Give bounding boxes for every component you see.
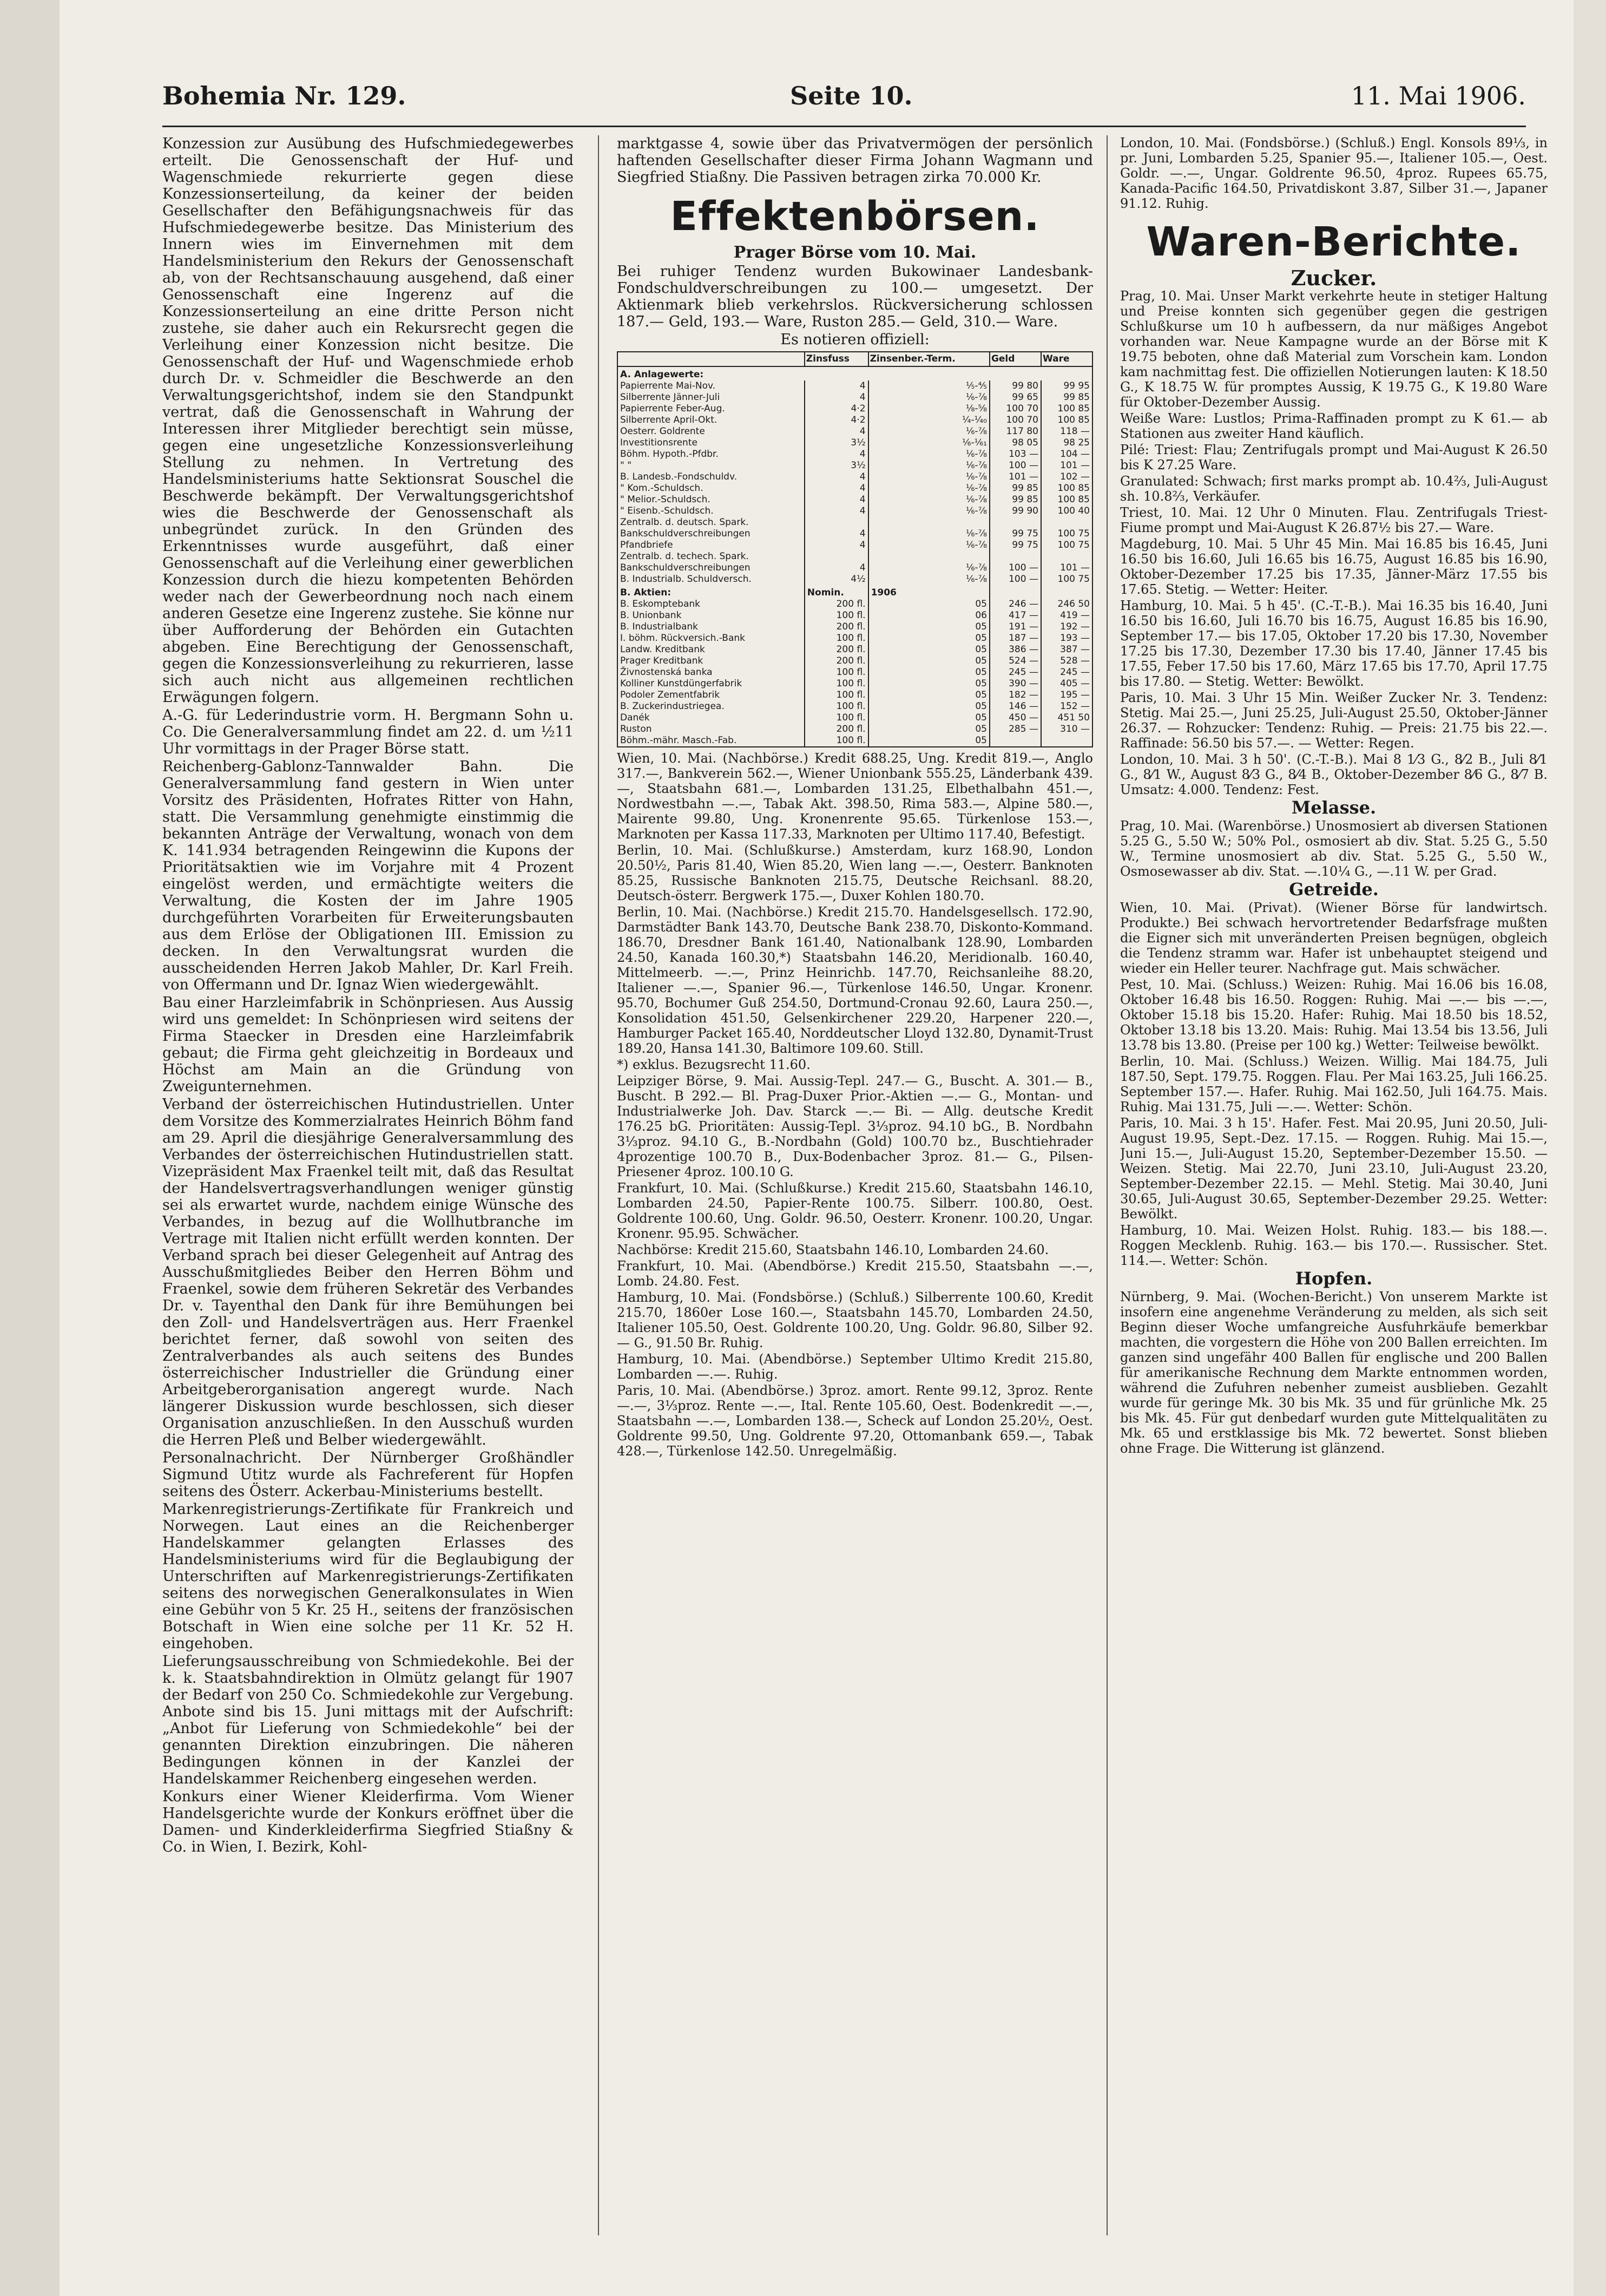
column-divider <box>1107 135 1108 2235</box>
article-paragraph: Berlin, 10. Mai. (Schluss.) Weizen. Willig. Mai 184.75, Juli 187.50, Sept. 179.75. Roggen. Flau. Per Mai 163.25, Juli 166.25. September 157.—. Hafer. Ruhig. Mai 162.50, Juli 164.75. Mais. Ruhig. Mai 131.75, Juli —.—. Wetter: Schön. <box>1120 1054 1548 1114</box>
column-left <box>162 135 574 2246</box>
header-rule <box>162 126 1526 127</box>
table-cell: 05 <box>868 599 990 610</box>
table-cell: 99 75 <box>990 540 1041 551</box>
table-cell: 05 <box>868 655 990 667</box>
table-cell: ⅙-⅞ <box>868 540 990 551</box>
table-cell: B. Unionbank <box>617 610 805 621</box>
table-cell: 191 — <box>990 621 1041 633</box>
table-cell: 4 <box>805 392 868 403</box>
table-row <box>617 449 1092 460</box>
table-cell <box>868 517 990 528</box>
table-header: Zinsfuss <box>805 352 868 366</box>
table-cell: 100 fl. <box>805 701 868 712</box>
table-cell: 100 fl. <box>805 712 868 724</box>
article-paragraph: Prag, 10. Mai. (Warenbörse.) Unosmosiert ab diversen Stationen 5.25 G., 5.50 W.; 50% Pol., osmosiert ab div. Stat. 5.25 G., 5.50 W., Termine unosmosiert ab div. Stat. 5.25 G., 5.50 W., Osmosewasser ab div. Stat. —.10¼ G., —.11 W. per Grad. <box>1120 818 1548 879</box>
article-paragraph: Bei ruhiger Tendenz wurden Bukowinaer Landesbank-Fondschuldverschreibungen zu 100.— umgesetzt. Der Aktienmark blieb verkehrslos. Rückversicherung schlossen 187.— Geld, 193.— Ware, Ruston 285.— Geld, 310.— Ware. <box>617 263 1093 330</box>
table-cell: ⅙-⅞ <box>868 494 990 506</box>
table-cell: ⅙-⅙₁ <box>868 437 990 449</box>
article-paragraph: A.-G. für Lederindustrie vorm. H. Bergmann Sohn u. Co. Die Generalversammlung findet am 22. d. um ½11 Uhr vormittags in der Prager Börse statt. <box>162 707 574 757</box>
table-row <box>617 471 1092 483</box>
table-cell: 05 <box>868 621 990 633</box>
table-cell: 104 — <box>1041 449 1092 460</box>
table-cell: 99 65 <box>990 392 1041 403</box>
table-cell: 200 fl. <box>805 644 868 655</box>
table-cell: B. Industrialb. Schuldversch. <box>617 574 805 585</box>
table-cell: " Kom.-Schuldsch. <box>617 483 805 494</box>
article-paragraph: Bau einer Harzleimfabrik in Schönpriesen. Aus Aussig wird uns gemeldet: In Schönpriesen wird seitens der Firma Staecker in Dresden eine Harzleimfabrik gebaut; die Firma geht gleichzeitig in Bordeaux und Höchst am Main an die Gründung von Zweigunternehmen. <box>162 994 574 1095</box>
table-cell: B. Landesb.-Fondschuldv. <box>617 471 805 483</box>
table-row <box>617 517 1092 528</box>
article-paragraph: Paris, 10. Mai. 3 Uhr 15 Min. Weißer Zucker Nr. 3. Tendenz: Stetig. Mai 25.—, Juni 25.25, Juli-August 25.50, Oktober-Jänner 26.37. — Rohzucker: Tendenz: Ruhig. — Preis: 21.75 bis 22.—. Raffinade: 56.50 bis 57.—. — Wetter: Regen. <box>1120 690 1548 751</box>
column-middle <box>617 135 1093 2246</box>
header-page-number: Seite 10. <box>790 81 913 110</box>
article-paragraph: Markenregistrierungs-Zertifikate für Frankreich und Norwegen. Laut eines an die Reichenberger Handelskammer gelangten Erlasses des Handelsministeriums wird für die Beglaubigung der Unterschriften auf Markenregistrierungs-Zertifikaten seitens des norwegischen Generalkonsulates in Wien eine Gebühr von 5 Kr. 25 H., seitens der französischen Botschaft in Wien eine solche per 11 Kr. 52 H. eingehoben. <box>162 1501 574 1652</box>
table-cell: 4·2 <box>805 415 868 426</box>
table-cell: 4 <box>805 471 868 483</box>
article-paragraph: Paris, 10. Mai. 3 h 15'. Hafer. Fest. Mai 20.95, Juni 20.50, Juli-August 19.95, Sept.-Dez. 17.15. — Roggen. Ruhig. Mai 15.—, Juni 15.—, Juli-August 15.20, September-Dezember 15.50. — Weizen. Stetig. Mai 22.70, Juni 23.10, Juli-August 23.20, September-Dezember 22.15. — Mehl. Stetig. Mai 30.40, Juni 30.65, Juli-August 30.65, September-Dezember 29.25. Wetter: Bewölkt. <box>1120 1116 1548 1222</box>
table-cell: 245 — <box>990 667 1041 678</box>
table-cell: " " <box>617 460 805 471</box>
table-header: Nomin. <box>805 585 868 599</box>
table-cell: 99 80 <box>990 381 1041 392</box>
table-row <box>617 735 1092 747</box>
table-cell: 4 <box>805 483 868 494</box>
table-cell: 100 85 <box>1041 415 1092 426</box>
table-section-label: B. Aktien: <box>617 585 805 599</box>
table-cell: " Eisenb.-Schuldsch. <box>617 506 805 517</box>
scan-right-margin <box>1574 0 1606 2296</box>
table-cell: 192 — <box>1041 621 1092 633</box>
table-cell: ⅙-⅞ <box>868 426 990 437</box>
article-paragraph: Wien, 10. Mai. (Privat). (Wiener Börse für landwirtsch. Produkte.) Bei schwach hervortretender Bedarfsfrage mußten die Eigner sich mit unveränderten Preisen begnügen, obgleich die Tendenz stramm war. Hafer ist unbehauptet steigend und wieder ein Heller teurer. Nachfrage gut. Mais schwächer. <box>1120 900 1548 976</box>
table-cell: I. böhm. Rückversich.-Bank <box>617 633 805 644</box>
table-cell: 05 <box>868 678 990 690</box>
table-cell: 100 85 <box>1041 403 1092 415</box>
table-row <box>617 551 1092 562</box>
table-cell: 193 — <box>1041 633 1092 644</box>
article-paragraph: Magdeburg, 10. Mai. 5 Uhr 45 Min. Mai 16.85 bis 16.45, Juni 16.50 bis 16.60, Juli 16.65 bis 16.75, August 16.85 bis 16.90, Oktober-Dezember 17.25 bis 17.35, Jänner-März 17.55 bis 17.65. Stetig. — Wetter: Heiter. <box>1120 536 1548 597</box>
table-cell: 100 70 <box>990 403 1041 415</box>
table-cell: 524 — <box>990 655 1041 667</box>
table-cell: 100 — <box>990 460 1041 471</box>
table-cell: 05 <box>868 712 990 724</box>
table-cell: Papierrente Mai-Nov. <box>617 381 805 392</box>
header-date: 11. Mai 1906. <box>1351 81 1526 110</box>
table-cell: Zentralb. d. deutsch. Spark. <box>617 517 805 528</box>
table-cell <box>1041 735 1092 747</box>
article-paragraph: Reichenberg-Gablonz-Tannwalder Bahn. Die Generalversammlung fand gestern in Wien unter Vorsitz des Präsidenten, Hofrates Ritter von Hahn, statt. Die Versammlung genehmigte einstimmig die bekannten Anträge der Verwaltung, wonach von dem K. 141.934 betragenden Reingewinn die Kupons der Prioritätsaktien wie im Vorjahre mit 4 Prozent eingelöst werden, und ermächtigte weiters die Verwaltung, die Kosten der im Jahre 1905 durchgeführten Vorarbeiten für Erweiterungsbauten aus dem Erlöse der Obligationen III. Emission zu decken. In den Verwaltungsrat wurden die ausscheidenden Herren Jakob Mahler, Dr. Karl Freih. von Offermann und Dr. Ignaz Wien wiedergewählt. <box>162 758 574 993</box>
table-header <box>617 352 805 366</box>
table-cell: Živnostenská banka <box>617 667 805 678</box>
table-cell: 99 75 <box>990 528 1041 540</box>
table-cell: ⅙-⅞ <box>868 460 990 471</box>
article-paragraph: Verband der österreichischen Hutindustriellen. Unter dem Vorsitze des Kommerzialrates Heinrich Böhm fand am 29. April die diesjährige Generalversammlung des Verbandes der österreichischen Hutindustriellen statt. Vizepräsident Max Fraenkel teilt mit, daß das Resultat der Handelsvertragsverhandlungen weniger günstig sei als erwartet wurde, nachdem einige Wünsche des Verbandes, in bezug auf die Wollhutbranche im Vertrage mit Italien nicht erfüllt werden konnten. Der Verband sprach bei dieser Gelegenheit auf Antrag des Ausschußmitgliedes Beiber den Herren Böhm und Fraenkel, sowie dem früheren Sekretär des Verbandes Dr. v. Tayenthal den Dank für ihre Bemühungen bei den Zoll- und Handelsverträgen aus. Herr Fraenkel berichtet ferner, daß sowohl von seiten des Zentralverbandes als auch seitens des Bundes österreichischer Industrieller die Gründung einer Arbeitgeberorganisation angeregt wurde. Nach längerer Diskussion wurde beschlossen, sich dieser Organisation anzuschließen. In den Ausschuß wurden die Herren Pleß und Belber wiedergewählt. <box>162 1096 574 1448</box>
table-cell: 05 <box>868 724 990 735</box>
table-cell: 4 <box>805 528 868 540</box>
section-title-waren-berichte: Waren-Berichte. <box>1146 219 1522 265</box>
table-cell: Papierrente Feber-Aug. <box>617 403 805 415</box>
article-paragraph: Prag, 10. Mai. Unser Markt verkehrte heute in stetiger Haltung und Preise konnten sich gegenüber gegen die gestrigen Schlußkurse um 10 h aufbessern, da nur mäßiges Angebot vorhanden war. Neue Kampagne wurde an der Börse mit K 19.75 beboten, ohne daß Material zum Vorschein kam. London kam nachmittag fest. Die offiziellen Notierungen lauten: K 18.50 G., K 18.75 W. für promptes Aussig, K 19.75 G., K 19.80 Ware für Oktober-Dezember Aussig. <box>1120 288 1548 410</box>
table-cell: Böhm. Hypoth.-Pfdbr. <box>617 449 805 460</box>
article-paragraph: Wien, 10. Mai. (Nachbörse.) Kredit 688.25, Ung. Kredit 819.—, Anglo 317.—, Bankverein 562.—, Wiener Unionbank 555.25, Länderbank 439.—, Staatsbahn 681.—, Lombarden 131.25, Elbethalbahn 451.—, Nordwestbahn —.—, Tabak Akt. 398.50, Rima 583.—, Alpine 580.—, Mairente 99.80, Ung. Kronenrente 95.65. Türkenlose 153.—, Marknoten per Kassa 117.33, Marknoten per Ultimo 117.40, Befestigt. <box>617 751 1093 842</box>
table-row <box>617 690 1092 701</box>
article-paragraph: Nürnberg, 9. Mai. (Wochen-Bericht.) Von unserem Markte ist insofern eine angenehme Veränderung zu melden, als sich seit Beginn dieser Woche umfangreiche Ausfuhrkäufe bemerkbar machten, die vorgestern die Höhe von 200 Ballen erreichten. Im ganzen sind ungefähr 400 Ballen für englische und 200 Ballen für amerikanische Rechnung dem Markte entnommen worden, während die Zufuhren nebenher zumeist ausblieben. Gezahlt wurde für geringe Mk. 30 bis Mk. 35 und für grünliche Mk. 25 bis Mk. 45. Für gut denbedarf wurden gute Mittelqualitäten zu Mk. 65 und erstklassige bis Mk. 72 bewertet. Sonst blieben ohne Frage. Die Witterung ist glänzend. <box>1120 1289 1548 1456</box>
table-row <box>617 712 1092 724</box>
official-note: Es notieren offiziell: <box>780 331 930 348</box>
table-cell: 200 fl. <box>805 655 868 667</box>
subsection-title-getreide: Getreide. <box>1289 879 1379 900</box>
article-paragraph: Nachbörse: Kredit 215.60, Staatsbahn 146.10, Lombarden 24.60. <box>617 1242 1049 1257</box>
article-paragraph: Pest, 10. Mai. (Schluss.) Weizen: Ruhig. Mai 16.06 bis 16.08, Oktober 16.48 bis 16.50. Roggen: Ruhig. Mai —.— bis —.—, Oktober 15.18 bis 15.20. Hafer: Ruhig. Mai 18.50 bis 18.52, Oktober 13.18 bis 13.20. Mais: Ruhig. Mai 13.54 bis 13.56, Juli 13.78 bis 13.80. (Preise per 100 kg.) Wetter: Teilweise bewölkt. <box>1120 977 1548 1053</box>
table-cell: 100 fl. <box>805 633 868 644</box>
table-cell: 390 — <box>990 678 1041 690</box>
quotes-table <box>617 351 1093 747</box>
table-row <box>617 506 1092 517</box>
table-cell: 4½ <box>805 574 868 585</box>
table-cell: 101 — <box>990 471 1041 483</box>
table-cell: 100 fl. <box>805 690 868 701</box>
subsection-title-hopfen: Hopfen. <box>1295 1268 1373 1289</box>
table-cell: Podoler Zementfabrik <box>617 690 805 701</box>
table-cell: 246 — <box>990 599 1041 610</box>
table-cell: B. Industrialbank <box>617 621 805 633</box>
table-cell: 05 <box>868 667 990 678</box>
table-cell: 98 25 <box>1041 437 1092 449</box>
table-cell: 103 — <box>990 449 1041 460</box>
table-cell: Bankschuldverschreibungen <box>617 562 805 574</box>
table-cell: 387 — <box>1041 644 1092 655</box>
table-cell: 3½ <box>805 437 868 449</box>
table-row <box>617 460 1092 471</box>
article-paragraph: *) exklus. Bezugsrecht 11.60. <box>617 1057 811 1072</box>
table-cell: 182 — <box>990 690 1041 701</box>
table-cell: ⅙-⅞ <box>868 483 990 494</box>
table-cell <box>990 735 1041 747</box>
table-cell: Prager Kreditbank <box>617 655 805 667</box>
table-cell <box>868 551 990 562</box>
table-cell: ⅙-⅞ <box>868 471 990 483</box>
table-cell: 450 — <box>990 712 1041 724</box>
table-cell: 187 — <box>990 633 1041 644</box>
table-cell: ⅙-⅞ <box>868 449 990 460</box>
table-cell: 100 — <box>990 574 1041 585</box>
table-cell: 4 <box>805 506 868 517</box>
article-paragraph: Hamburg, 10. Mai. Weizen Holst. Ruhig. 183.— bis 188.—. Roggen Mecklenb. Ruhig. 163.— bis 170.—. Russischer. Stet. 114.—. Wetter: Schön. <box>1120 1223 1548 1268</box>
table-cell: 05 <box>868 701 990 712</box>
table-cell: 200 fl. <box>805 621 868 633</box>
article-paragraph: Hamburg, 10. Mai. (Fondsbörse.) (Schluß.) Silberrente 100.60, Kredit 215.70, 1860er Lose 160.—, Staatsbahn 145.70, Lombarden 24.50, Italiener 105.50, Oest. Goldrente 100.20, Ung. Goldr. 96.80, Silber 92.— G., 91.50 Br. Ruhig. <box>617 1290 1093 1350</box>
article-paragraph: Konzession zur Ausübung des Hufschmiedegewerbes erteilt. Die Genossenschaft der Huf- und Wagenschmiede rekurrierte gegen diese Konzessionserteilung, da keiner der beiden Gesellschafter den Befähigungsnachweis für das Hufschmiedegewerbe besitze. Das Ministerium des Innern wies im Einvernehmen mit dem Handelsministerium den Rekurs der Genossenschaft ab, von der Rechtsanschauung ausgehend, daß einer Genossenschaft eine Ingerenz auf die Konzessionserteilung an eine dritte Person nicht zustehe, sie daher auch ein Rekursrecht gegen die Verleihung einer Konzession nicht besitze. Die Genossenschaft der Huf- und Wagenschmiede erhob durch Dr. v. Schmeidler die Beschwerde an den Verwaltungsgerichtshof, indem sie den Standpunkt vertrat, daß die Genossenschaft in Wahrung der Interessen ihrer Mitglieder berechtigt sein müsse, gegen eine ungesetzliche Konzessionsverleihung Stellung zu nehmen. In Vertretung des Handelsministeriums hatte Sektionsrat Souschel die Beschwerde bekämpft. Der Verwaltungsgerichtshof wies die Beschwerde der Genossenschaft als unbegründet zurück. In den Gründen des Erkenntnisses wurde ausgeführt, daß einer Genossenschaft auf die Verleihung einer gewerblichen Konzession durch die hiezu kompetenten Behörden weder nach der Gewerbeordnung noch nach einem anderen Gesetze eine Ingerenz zustehe. Sie könne nur über Aufforderung der Behörden ein Gutachten abgeben. Eine Berechtigung der Genossenschaft, gegen die Konzessionsverleihung zu rekurrieren, lasse sich auch nicht aus allgemeinen rechtlichen Erwägungen folgern. <box>162 135 574 706</box>
table-row <box>617 655 1092 667</box>
table-cell: 100 fl. <box>805 735 868 747</box>
article-paragraph: London, 10. Mai. 3 h 50'. (C.-T.-B.). Mai 8 1⁄3 G., 8⁄2 B., Juli 8⁄1 G., 8⁄1 W., August 8⁄3 G., 8⁄4 B., Oktober-Dezember 8⁄6 G., 8⁄7 B. Umsatz: 4.000. Tendenz: Fest. <box>1120 752 1548 797</box>
table-cell: 100 75 <box>1041 528 1092 540</box>
article-paragraph: Pilé: Triest: Flau; Zentrifugals prompt und Mai-August K 26.50 bis K 27.25 Ware. <box>1120 442 1548 473</box>
table-row <box>617 415 1092 426</box>
table-header: Zinsenber.-Term. <box>868 352 990 366</box>
scan-left-margin <box>0 0 60 2296</box>
article-paragraph: Granulated: Schwach; first marks prompt ab. 10.4⅔, Juli-August sh. 10.8⅔, Verkäufer. <box>1120 474 1548 504</box>
table-cell: 310 — <box>1041 724 1092 735</box>
article-paragraph: Triest, 10. Mai. 12 Uhr 0 Minuten. Flau. Zentrifugals Triest-Fiume prompt und Mai-August K 26.87½ bis 27.— Ware. <box>1120 505 1548 535</box>
table-cell: 101 — <box>1041 460 1092 471</box>
table-cell: ⅙-⅞ <box>868 506 990 517</box>
header-newspaper: Bohemia Nr. 129. <box>162 81 406 110</box>
article-paragraph: London, 10. Mai. (Fondsbörse.) (Schluß.) Engl. Konsols 89⅓, in pr. Juni, Lombarden 5.25, Spanier 95.—, Italiener 105.—, Oest. Goldr. —.—, Ungar. Goldrente 96.50, 4proz. Rupees 65.75, Kanada-Pacific 164.50, Privatdiskont 3.87, Silber 31.—, Japaner 91.12. Ruhig. <box>1120 135 1548 211</box>
table-cell: Oesterr. Goldrente <box>617 426 805 437</box>
table-cell: Zentralb. d. techech. Spark. <box>617 551 805 562</box>
article-paragraph: Konkurs einer Wiener Kleiderfirma. Vom Wiener Handelsgerichte wurde der Konkurs eröffnet über die Damen- und Kinderkleiderfirma Siegfried Stiaßny & Co. in Wien, I. Bezirk, Kohl- <box>162 1788 574 1855</box>
table-cell: 98 05 <box>990 437 1041 449</box>
table-cell: 05 <box>868 633 990 644</box>
table-row <box>617 426 1092 437</box>
table-cell: 200 fl. <box>805 599 868 610</box>
table-cell: 05 <box>868 644 990 655</box>
table-cell <box>990 551 1041 562</box>
table-cell: 100 fl. <box>805 667 868 678</box>
prager-boerse-heading: Prager Börse vom 10. Mai. <box>733 243 977 262</box>
table-cell: 4 <box>805 449 868 460</box>
table-row <box>617 621 1092 633</box>
table-cell: 06 <box>868 610 990 621</box>
table-cell: ⅙-⅞ <box>868 392 990 403</box>
table-cell <box>1041 551 1092 562</box>
table-cell <box>1041 517 1092 528</box>
article-paragraph: Frankfurt, 10. Mai. (Abendbörse.) Kredit 215.50, Staatsbahn —.—, Lomb. 24.80. Fest. <box>617 1258 1093 1289</box>
section-title-effektenboersen: Effektenbörsen. <box>670 193 1040 240</box>
table-cell: Bankschuldverschreibungen <box>617 528 805 540</box>
table-cell: 99 85 <box>1041 392 1092 403</box>
table-cell: 99 85 <box>990 483 1041 494</box>
table-cell: 419 — <box>1041 610 1092 621</box>
table-cell: 100 85 <box>1041 483 1092 494</box>
article-paragraph: Lieferungsausschreibung von Schmiedekohle. Bei der k. k. Staatsbahndirektion in Olmütz gelangt für 1907 der Bedarf von 250 Co. Schmiedekohle zur Vergebung. Anbote sind bis 15. Juni mittags mit der Aufschrift: „Anbot für Lieferung von Schmiedekohle“ bei der genannten Direktion einzubringen. Die näheren Bedingungen können in der Kanzlei der Handelskammer Reichenberg eingesehen werden. <box>162 1653 574 1787</box>
table-row <box>617 494 1092 506</box>
table-cell: Danék <box>617 712 805 724</box>
table-cell: 528 — <box>1041 655 1092 667</box>
table-row <box>617 667 1092 678</box>
table-cell: 100 85 <box>1041 494 1092 506</box>
table-cell: ⅙-⅞ <box>868 562 990 574</box>
table-cell <box>805 517 868 528</box>
table-row <box>617 678 1092 690</box>
table-cell: 246 50 <box>1041 599 1092 610</box>
table-cell: 100 75 <box>1041 540 1092 551</box>
table-cell: 100 fl. <box>805 678 868 690</box>
table-row <box>617 644 1092 655</box>
table-cell: Böhm.-mähr. Masch.-Fab. <box>617 735 805 747</box>
table-cell: 100 40 <box>1041 506 1092 517</box>
table-cell: 4 <box>805 562 868 574</box>
table-row <box>617 540 1092 551</box>
table-cell: 451 50 <box>1041 712 1092 724</box>
article-paragraph: Leipziger Börse, 9. Mai. Aussig-Tepl. 247.— G., Buscht. A. 301.— B., Buscht. B 292.— Bl. Prag-Duxer Prior.-Aktien —.— G., Montan- und Industrialwerke Joh. Dav. Starck —.— Bi. — Allg. deutsche Kredit 176.25 bG. Prioritäten: Aussig-Tepl. 3⅓proz. 94.10 bG., B. Nordbahn 3⅓proz. 94.10 G., B.-Nordbahn (Gold) 100.70 bz., Buschtiehrader 4prozentige 100.70 B., Dux-Bodenbacher 3proz. 81.— G., Pilsen-Priesener 4proz. 100.10 G. <box>617 1073 1093 1179</box>
column-right <box>1120 135 1548 2246</box>
article-paragraph: Hamburg, 10. Mai. (Abendbörse.) September Ultimo Kredit 215.80, Lombarden —.—. Ruhig. <box>617 1352 1093 1382</box>
table-cell: Silberrente April-Okt. <box>617 415 805 426</box>
table-cell: ⅛-⅝ <box>868 403 990 415</box>
table-header: Geld <box>990 352 1041 366</box>
table-row <box>617 574 1092 585</box>
table-cell: 386 — <box>990 644 1041 655</box>
table-row <box>617 562 1092 574</box>
table-cell: 05 <box>868 690 990 701</box>
article-paragraph: Paris, 10. Mai. (Abendbörse.) 3proz. amort. Rente 99.12, 3proz. Rente —.—, 3⅓proz. Rente —.—, Ital. Rente 105.60, Oest. Bodenkredit —.—, Staatsbahn —.—, Lombarden 138.—, Scheck auf London 25.20½, Oest. Goldrente 99.50, Ung. Goldrente 97.20, Ottomanbank 659.—, Tabak 428.—, Türkenlose 142.50. Unregelmäßig. <box>617 1383 1093 1459</box>
table-cell: 4 <box>805 540 868 551</box>
article-paragraph: Personalnachricht. Der Nürnberger Großhändler Sigmund Utitz wurde als Fachreferent für Hopfen seitens des Österr. Ackerbau-Ministeriums bestellt. <box>162 1449 574 1500</box>
table-cell: Pfandbriefe <box>617 540 805 551</box>
subsection-title-zucker: Zucker. <box>1291 266 1377 290</box>
table-cell: 117 80 <box>990 426 1041 437</box>
table-row <box>617 633 1092 644</box>
table-cell: 200 fl. <box>805 724 868 735</box>
table-cell: 417 — <box>990 610 1041 621</box>
table-cell: ⅕-⅘ <box>868 381 990 392</box>
table-cell: 245 — <box>1041 667 1092 678</box>
table-cell: B. Zuckerindustriegea. <box>617 701 805 712</box>
table-row <box>617 610 1092 621</box>
table-header: Ware <box>1041 352 1092 366</box>
table-cell: 100 70 <box>990 415 1041 426</box>
table-cell: ¼-¼₀ <box>868 415 990 426</box>
table-cell: 152 — <box>1041 701 1092 712</box>
table-cell: 102 — <box>1041 471 1092 483</box>
table-cell: Kolliner Kunstdüngerfabrik <box>617 678 805 690</box>
article-paragraph: Frankfurt, 10. Mai. (Schlußkurse.) Kredit 215.60, Staatsbahn 146.10, Lombarden 24.50, Papier-Rente 100.75. Silberr. 100.80, Oest. Goldrente 100.60, Ung. Goldr. 96.50, Oesterr. Kronenr. 100.20, Ungar. Kronenr. 95.95. Schwächer. <box>617 1180 1093 1241</box>
table-cell <box>805 551 868 562</box>
table-cell: 285 — <box>990 724 1041 735</box>
table-cell: 195 — <box>1041 690 1092 701</box>
article-paragraph: Berlin, 10. Mai. (Schlußkurse.) Amsterdam, kurz 168.90, London 20.50½, Paris 81.40, Wien 85.20, Wien lang —.—, Oesterr. Banknoten 85.25, Russische Banknoten 215.75, Deutsche Reichsanl. 88.20, Deutsch-österr. Bergwerk 175.—, Duxer Kohlen 180.70. <box>617 843 1093 903</box>
article-paragraph: Hamburg, 10. Mai. 5 h 45'. (C.-T.-B.). Mai 16.35 bis 16.40, Juni 16.50 bis 16.60, Juli 16.70 bis 16.75, August 16.85 bis 16.90, September 17.— bis 17.05, Oktober 17.20 bis 17.30, November 17.25 bis 17.30, Dezember 17.30 bis 17.40, Jänner 17.45 bis 17.55, Feber 17.50 bis 17.60, März 17.65 bis 17.70, April 17.75 bis 17.80. — Stetig. Wetter: Bewölkt. <box>1120 598 1548 689</box>
table-row <box>617 403 1092 415</box>
page-header <box>162 81 1526 119</box>
table-cell: 99 95 <box>1041 381 1092 392</box>
table-cell: 118 — <box>1041 426 1092 437</box>
table-row <box>617 437 1092 449</box>
table-section-label: A. Anlagewerte: <box>617 366 1092 381</box>
table-cell: Investitionsrente <box>617 437 805 449</box>
table-cell: 05 <box>868 735 990 747</box>
table-row <box>617 381 1092 392</box>
table-cell: 4·2 <box>805 403 868 415</box>
table-cell: B. Eskomptebank <box>617 599 805 610</box>
table-cell: Silberrente Jänner-Juli <box>617 392 805 403</box>
table-cell: 99 85 <box>990 494 1041 506</box>
table-cell: 4 <box>805 426 868 437</box>
table-cell: 405 — <box>1041 678 1092 690</box>
table-cell: 100 fl. <box>805 610 868 621</box>
table-row <box>617 392 1092 403</box>
table-cell: 146 — <box>990 701 1041 712</box>
table-header: 1906 <box>868 585 990 599</box>
table-cell: ⅙-⅞ <box>868 528 990 540</box>
table-row <box>617 701 1092 712</box>
table-cell: Ruston <box>617 724 805 735</box>
table-cell: 4 <box>805 494 868 506</box>
article-paragraph: Weiße Ware: Lustlos; Prima-Raffinaden prompt zu K 61.— ab Stationen aus zweiter Hand käuflich. <box>1120 411 1548 441</box>
table-cell: Landw. Kreditbank <box>617 644 805 655</box>
table-cell: 100 75 <box>1041 574 1092 585</box>
table-cell: 99 90 <box>990 506 1041 517</box>
table-cell: " Melior.-Schuldsch. <box>617 494 805 506</box>
column-divider <box>598 135 599 2235</box>
table-row <box>617 599 1092 610</box>
table-cell: 3½ <box>805 460 868 471</box>
table-cell: 4 <box>805 381 868 392</box>
table-row <box>617 724 1092 735</box>
article-paragraph: Berlin, 10. Mai. (Nachbörse.) Kredit 215.70. Handelsgesellsch. 172.90, Darmstädter Bank 143.70, Deutsche Bank 238.70, Diskonto-Kommand. 186.70, Dresdner Bank 161.40, Nationalbank 128.90, Lombarden 24.50, Kanada 160.30,*) Staatsbahn 146.20, Meridionalb. 160.40, Mittelmeerb. —.—, Prinz Heinrichb. 147.70, Reichsanleihe 88.20, Italiener —.—, Spanier 96.—, Türkenlose 146.50, Ungar. Kronenr. 95.70, Bochumer Guß 254.50, Dortmund-Cronau 92.60, Laura 250.—, Konsolidation 451.50, Gelsenkirchener 229.20, Harpener 220.—, Hamburger Packet 165.40, Norddeutscher Lloyd 132.80, Dynamit-Trust 189.20, Hansa 141.30, Baltimore 109.60. Still. <box>617 904 1093 1056</box>
table-row <box>617 483 1092 494</box>
table-cell <box>990 517 1041 528</box>
table-cell: 100 — <box>990 562 1041 574</box>
subsection-title-melasse: Melasse. <box>1291 797 1377 818</box>
article-paragraph: marktgasse 4, sowie über das Privatvermögen der persönlich haftenden Gesellschafter dieser Firma Johann Wagmann und Siegfried Stiaßny. Die Passiven betragen zirka 70.000 Kr. <box>617 135 1093 186</box>
table-cell: 101 — <box>1041 562 1092 574</box>
table-row <box>617 528 1092 540</box>
table-cell: ⅙-⅞ <box>868 574 990 585</box>
